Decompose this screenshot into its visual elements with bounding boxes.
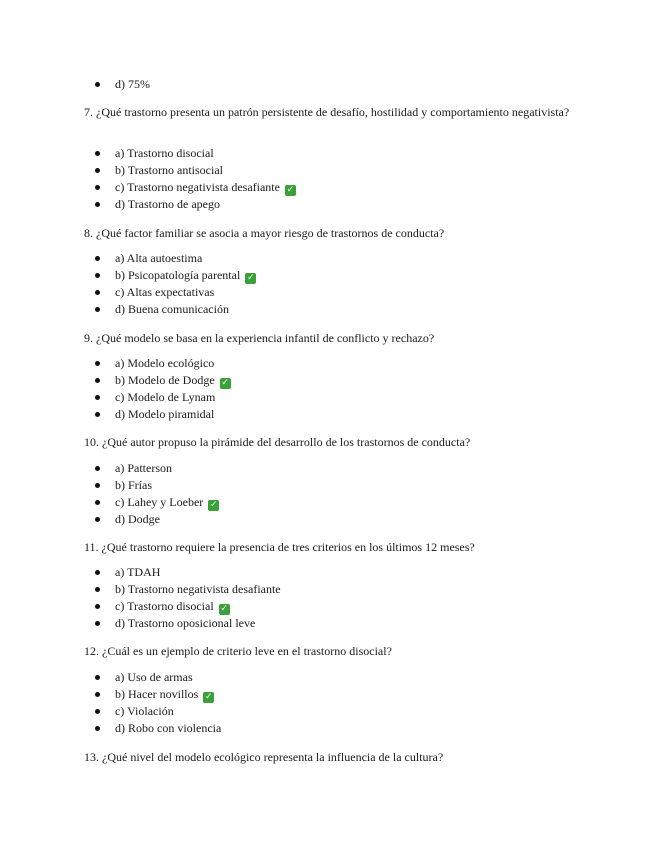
check-mark-icon: ✓ bbox=[220, 604, 228, 614]
option-text: a) Uso de armas bbox=[115, 670, 193, 684]
question-13: 13. ¿Qué nivel del modelo ecológico representa la influencia de la cultura? bbox=[84, 750, 444, 764]
question-8: 8. ¿Qué factor familiar se asocia a mayor riesgo de trastornos de conducta? bbox=[84, 226, 445, 240]
bullet-icon bbox=[95, 361, 100, 366]
question-9: 9. ¿Qué modelo se basa en la experiencia infantil de conflicto y rechazo? bbox=[84, 331, 435, 345]
bullet-icon bbox=[95, 168, 100, 173]
option-text: b) Psicopatología parental ✓ bbox=[115, 268, 255, 283]
bullet-icon bbox=[95, 82, 100, 87]
option-text: c) Lahey y Loeber ✓ bbox=[115, 495, 218, 510]
check-mark-icon: ✓ bbox=[205, 692, 213, 702]
check-mark-icon: ✓ bbox=[221, 378, 229, 388]
option-text: a) Patterson bbox=[115, 461, 172, 475]
check-mark-icon: ✓ bbox=[247, 273, 255, 283]
bullet-icon bbox=[95, 621, 100, 626]
option-text: a) Trastorno disocial bbox=[115, 146, 214, 160]
option-text: d) 75% bbox=[115, 77, 150, 91]
bullet-icon bbox=[95, 726, 100, 731]
option-text: b) Frías bbox=[115, 478, 152, 492]
option-text: c) Altas expectativas bbox=[115, 285, 215, 299]
bullet-icon bbox=[95, 692, 100, 697]
bullet-icon bbox=[95, 378, 100, 383]
option-text: c) Violación bbox=[115, 704, 174, 718]
question-10: 10. ¿Qué autor propuso la pirámide del desarrollo de los trastornos de conducta? bbox=[84, 435, 471, 449]
question-7: 7. ¿Qué trastorno presenta un patrón persistente de desafío, hostilidad y comportamiento negativista? bbox=[84, 105, 570, 119]
option-text: d) Buena comunicación bbox=[115, 302, 229, 316]
bullet-icon bbox=[95, 587, 100, 592]
option-text: d) Robo con violencia bbox=[115, 721, 222, 735]
option-text: a) Modelo ecológico bbox=[115, 356, 215, 370]
option-text: b) Modelo de Dodge ✓ bbox=[115, 373, 229, 388]
option-text: a) Alta autoestima bbox=[115, 251, 203, 265]
bullet-icon bbox=[95, 500, 100, 505]
bullet-icon bbox=[95, 709, 100, 714]
bullet-icon bbox=[95, 151, 100, 156]
bullet-icon bbox=[95, 185, 100, 190]
option-text: c) Modelo de Lynam bbox=[115, 390, 216, 404]
bullet-icon bbox=[95, 675, 100, 680]
bullet-icon bbox=[95, 290, 100, 295]
bullet-icon bbox=[95, 604, 100, 609]
option-text: d) Dodge bbox=[115, 512, 160, 526]
option-text: c) Trastorno disocial ✓ bbox=[115, 599, 228, 614]
check-mark-icon: ✓ bbox=[210, 500, 218, 510]
bullet-icon bbox=[95, 412, 100, 417]
option-text: d) Trastorno oposicional leve bbox=[115, 616, 256, 630]
option-text: b) Trastorno antisocial bbox=[115, 163, 223, 177]
option-text: d) Trastorno de apego bbox=[115, 197, 220, 211]
bullet-icon bbox=[95, 307, 100, 312]
option-text: d) Modelo piramidal bbox=[115, 407, 215, 421]
bullet-icon bbox=[95, 273, 100, 278]
bullet-icon bbox=[95, 570, 100, 575]
bullet-icon bbox=[95, 256, 100, 261]
option-text: b) Trastorno negativista desafiante bbox=[115, 582, 281, 596]
bullet-icon bbox=[95, 483, 100, 488]
option-text: c) Trastorno negativista desafiante ✓ bbox=[115, 180, 295, 195]
question-11: 11. ¿Qué trastorno requiere la presencia de tres criterios en los últimos 12 meses? bbox=[84, 540, 475, 554]
option-text: b) Hacer novillos ✓ bbox=[115, 687, 213, 702]
option-text: a) TDAH bbox=[115, 565, 161, 579]
question-12: 12. ¿Cuál es un ejemplo de criterio leve en el trastorno disocial? bbox=[84, 644, 392, 658]
bullet-icon bbox=[95, 202, 100, 207]
bullet-icon bbox=[95, 466, 100, 471]
bullet-icon bbox=[95, 395, 100, 400]
check-mark-icon: ✓ bbox=[286, 185, 295, 195]
bullet-icon bbox=[95, 517, 100, 522]
